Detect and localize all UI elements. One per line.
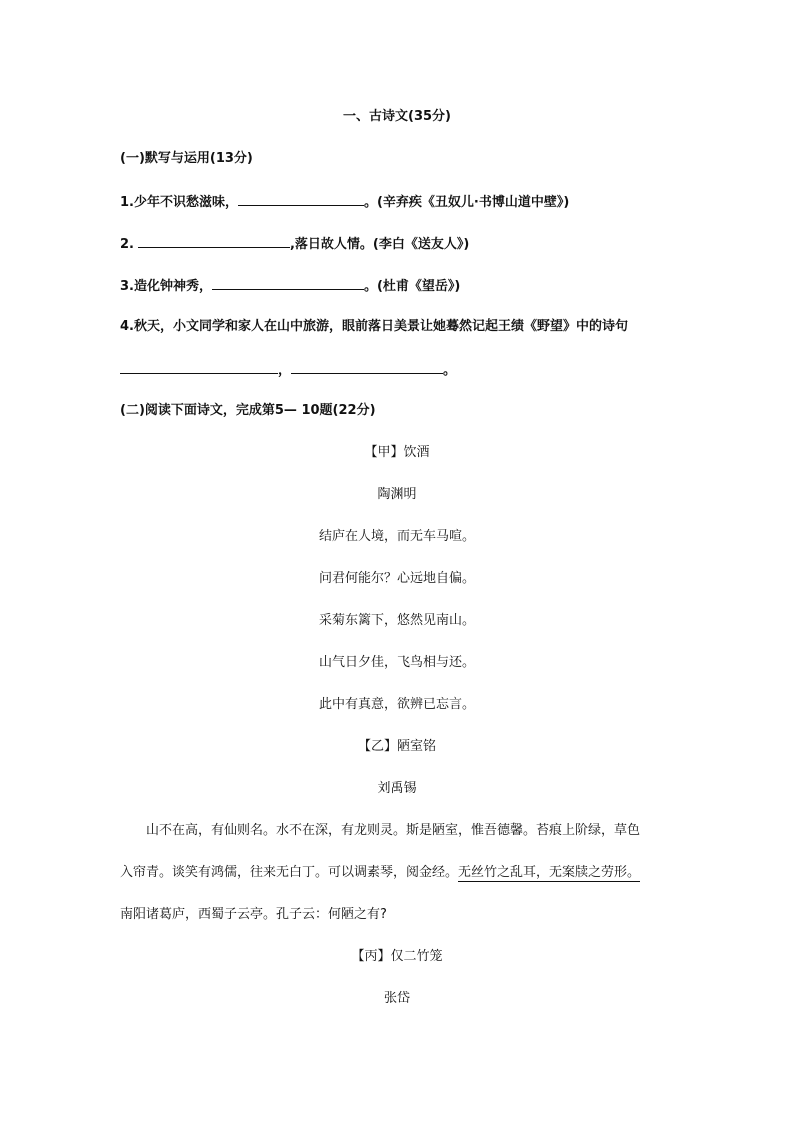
answer-blank[interactable]	[138, 234, 290, 248]
question-1-prefix: 1.少年不识愁滋味，	[120, 195, 238, 210]
part2-heading: (二)阅读下面诗文，完成第5— 10题(22分)	[120, 403, 376, 418]
text-bing-author: 张岱	[383, 991, 410, 1006]
question-3	[120, 276, 460, 296]
question-2-prefix: 2.	[120, 237, 134, 252]
text-yi-line-2-plain: 入帘青。谈笑有鸿儒，往来无白丁。可以调素琴，阅金经。	[120, 865, 459, 880]
poem-jia-line: 山气日夕佳，飞鸟相与还。	[318, 655, 475, 670]
poem-jia-author: 陶渊明	[377, 487, 417, 502]
question-3-suffix: 。(杜甫《望岳》)	[363, 279, 461, 294]
question-4-separator: ，	[278, 363, 292, 378]
question-1-suffix: 。(辛弃疾《丑奴儿·书博山道中壁》)	[363, 195, 570, 210]
text-yi-paragraph-line-1: 山不在高，有仙则名。水不在深，有龙则灵。斯是陋室，惟吾德馨。苔痕上阶绿，草色	[146, 823, 641, 838]
question-1	[120, 192, 569, 212]
section-title: 一、古诗文(35分)	[343, 109, 451, 124]
answer-blank[interactable]	[291, 360, 443, 374]
text-yi-paragraph-line-3: 南阳诸葛庐，西蜀子云亭。孔子云：何陋之有?	[120, 907, 387, 922]
question-3-prefix: 3.造化钟神秀，	[120, 279, 212, 294]
underlined-sentence: 无丝竹之乱耳，无案牍之劳形。	[458, 865, 641, 880]
text-yi-author: 刘禹锡	[377, 781, 417, 796]
question-2	[120, 234, 469, 254]
question-2-suffix: ,落日故人情。(李白《送友人》)	[289, 237, 470, 252]
poem-jia-title: 【甲】饮酒	[364, 445, 430, 460]
answer-blank[interactable]	[212, 276, 364, 290]
text-yi-title: 【乙】陋室铭	[357, 739, 436, 754]
poem-jia-line: 结庐在人境，而无车马喧。	[318, 529, 475, 544]
question-4-end: 。	[443, 363, 457, 378]
poem-jia-line: 采菊东篱下，悠然见南山。	[318, 613, 475, 628]
answer-blank[interactable]	[120, 360, 278, 374]
question-4-answer-line	[120, 360, 456, 380]
part1-heading: (一)默写与运用(13分)	[120, 151, 253, 166]
poem-jia-line: 问君何能尔？心远地自偏。	[318, 571, 475, 586]
text-bing-title: 【丙】仅二竹笼	[351, 949, 443, 964]
poem-jia-line: 此中有真意，欲辨已忘言。	[318, 697, 475, 712]
text-yi-paragraph-line-2	[120, 864, 640, 882]
question-4: 4.秋天，小文同学和家人在山中旅游，眼前落日美景让她蓦然记起王绩《野望》中的诗句	[120, 319, 628, 334]
answer-blank[interactable]	[238, 192, 364, 206]
